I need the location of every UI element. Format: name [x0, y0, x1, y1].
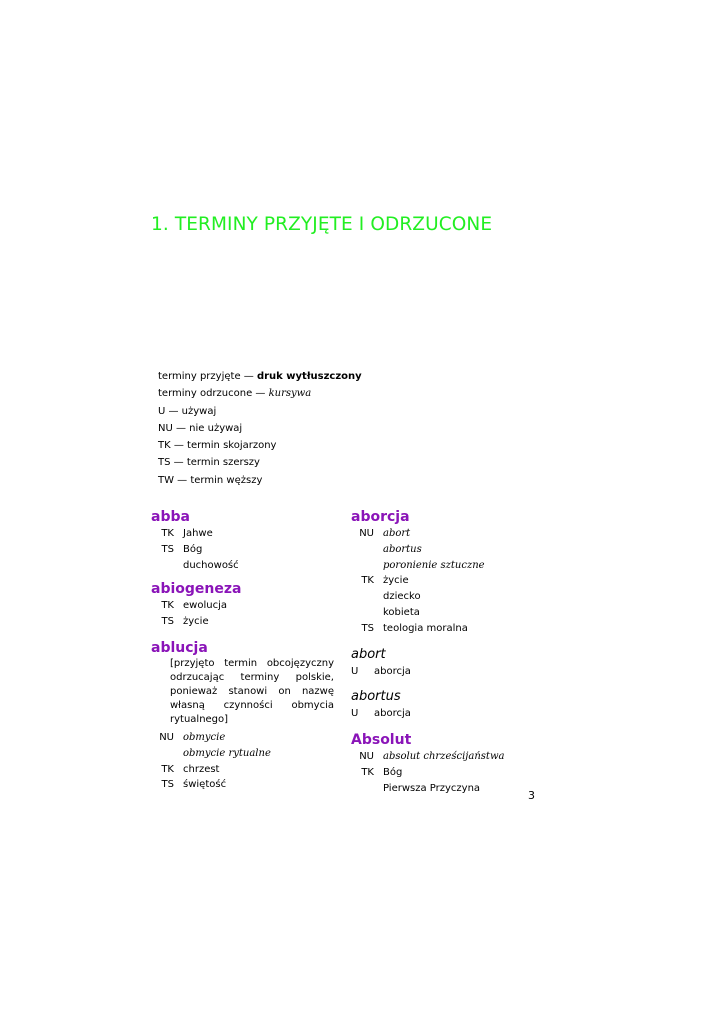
relation-code: U — [351, 665, 359, 677]
rejected-term: abort — [383, 528, 411, 539]
entry-heading: abiogeneza — [151, 581, 242, 598]
relation-row — [351, 706, 536, 722]
entry-aborcja — [351, 508, 536, 637]
entry-heading: Absolut — [351, 732, 412, 749]
related-term: życie — [383, 575, 409, 587]
relation-row — [151, 526, 336, 542]
legend — [158, 368, 362, 489]
relation-row — [351, 605, 536, 621]
relation-code: TS — [161, 543, 174, 555]
relation-row — [151, 730, 336, 746]
related-term: dziecko — [383, 591, 421, 603]
relation-row — [351, 558, 536, 574]
right-column — [351, 508, 536, 797]
page-number: 3 — [528, 789, 535, 802]
relation-row — [351, 621, 536, 637]
relation-row — [151, 746, 336, 762]
relation-row — [351, 589, 536, 605]
relation-code: U — [351, 708, 359, 720]
entry-abortus — [351, 688, 536, 722]
relation-code: TK — [361, 766, 374, 778]
relation-row — [151, 558, 336, 574]
preferred-term: aborcja — [374, 708, 411, 720]
relation-row — [351, 765, 536, 781]
legend-u: U — używaj — [158, 405, 217, 417]
relation-row — [151, 598, 336, 614]
entry-absolut — [351, 731, 536, 796]
entry-heading: aborcja — [351, 509, 410, 525]
relation-code: TK — [361, 575, 374, 587]
relation-code: TK — [161, 600, 174, 612]
legend-ts: TS — termin szerszy — [158, 457, 260, 469]
relation-code: TS — [161, 616, 174, 628]
legend-accepted — [158, 368, 362, 385]
entry-ablucja — [151, 639, 336, 793]
entry-heading: abortus — [351, 689, 401, 705]
relation-row — [351, 542, 536, 558]
related-term: Bóg — [183, 543, 203, 555]
legend-rejected — [158, 385, 362, 402]
entry-abba — [151, 508, 336, 573]
relation-row — [151, 542, 336, 558]
relation-code: TS — [161, 779, 174, 791]
relation-code: TK — [161, 763, 174, 775]
rejected-term: obmycie rytualne — [183, 747, 271, 759]
entry-abiogeneza — [151, 580, 336, 630]
rejected-term: absolut chrześcijaństwa — [383, 751, 505, 763]
relation-row — [351, 664, 536, 680]
legend-accepted-style: druk wytłuszczony — [256, 371, 362, 382]
related-term: Jahwe — [183, 528, 213, 539]
relation-code: NU — [359, 751, 374, 763]
entry-abort — [351, 646, 536, 680]
related-term: duchowość — [183, 559, 239, 571]
relation-row — [151, 777, 336, 793]
related-term: chrzest — [183, 763, 220, 775]
entry-heading: abba — [151, 509, 190, 525]
entry-heading: abort — [351, 646, 386, 662]
relation-row — [351, 573, 536, 589]
legend-accepted-label: terminy przyjęte — — [158, 371, 257, 382]
chapter-title: 1. TERMINY PRZYJĘTE I ODRZUCONE — [151, 214, 493, 235]
relation-row — [151, 614, 336, 630]
related-term: Bóg — [383, 766, 403, 778]
related-term: życie — [183, 616, 209, 628]
legend-tw: TW — termin węższy — [158, 474, 263, 486]
relation-row — [351, 749, 536, 765]
related-term: świętość — [183, 779, 227, 791]
preferred-term: aborcja — [374, 665, 411, 677]
rejected-term: poronienie sztuczne — [383, 559, 485, 571]
relation-code: NU — [159, 731, 174, 743]
scope-note: [przyjęto termin obcojęzyczny odrzucając terminy polskie, ponieważ stanowi on nazwę własną czynności obmycia rytualnego] — [170, 657, 334, 725]
relation-code: TS — [361, 622, 374, 634]
relation-row — [351, 526, 536, 542]
legend-tk: TK — termin skojarzony — [158, 440, 277, 452]
relation-row — [151, 762, 336, 778]
related-term: ewolucja — [183, 600, 227, 612]
rejected-term: obmycie — [183, 731, 226, 743]
legend-rejected-label: terminy odrzucone — — [158, 388, 269, 400]
relation-row — [351, 781, 536, 797]
relation-code: TK — [161, 528, 174, 539]
legend-rejected-style: kursywa — [268, 388, 312, 400]
left-column — [151, 508, 336, 793]
related-term: kobieta — [383, 606, 420, 618]
relation-code: NU — [359, 528, 374, 539]
entry-heading: ablucja — [151, 639, 208, 656]
related-term: teologia moralna — [383, 622, 468, 634]
rejected-term: abortus — [383, 543, 422, 555]
related-term: Pierwsza Przyczyna — [383, 782, 481, 794]
legend-nu: NU — nie używaj — [158, 422, 243, 434]
